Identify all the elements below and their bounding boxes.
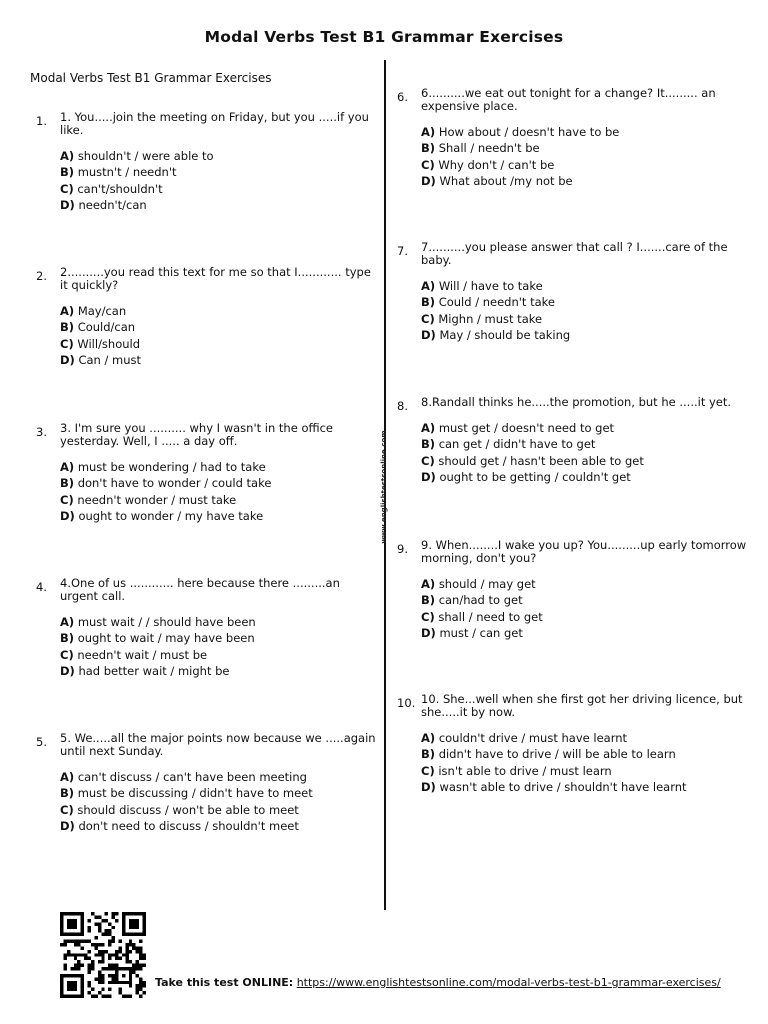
option-a[interactable]: A) can't discuss / can't have been meeting [60, 770, 307, 784]
question-9 [397, 539, 747, 644]
option-c[interactable]: C) Mighn / must take [421, 311, 543, 326]
question-8 [397, 396, 747, 488]
question-number: 2. [36, 269, 47, 283]
question-5 [36, 732, 376, 837]
option-d[interactable]: D) Can / must [60, 353, 142, 368]
option-d[interactable]: D) needn't/can [60, 198, 147, 213]
answer-options [421, 422, 747, 488]
page-subtitle: Modal Verbs Test B1 Grammar Exercises [30, 71, 272, 85]
question-2 [36, 266, 376, 371]
option-a[interactable]: A) shouldn't / were able to [60, 149, 214, 163]
question-stem: 7..........you please answer that call ? I.......care of the baby. [421, 240, 728, 267]
option-b[interactable]: B) didn't have to drive / will be able to learn [421, 747, 676, 762]
question-number: 8. [397, 399, 408, 413]
question-number: 7. [397, 244, 408, 258]
option-a[interactable]: A) must get / doesn't need to get [421, 421, 615, 435]
question-number: 9. [397, 542, 408, 556]
option-b[interactable]: B) Shall / needn't be [421, 141, 540, 156]
option-c[interactable]: C) isn't able to drive / must learn [421, 763, 612, 778]
footer-label: Take this test ONLINE: [155, 976, 294, 989]
question-number: 10. [397, 696, 416, 710]
question-number: 5. [36, 735, 47, 749]
question-4 [36, 577, 376, 682]
answer-options [421, 280, 747, 346]
answer-options [60, 616, 376, 682]
option-d[interactable]: D) What about /my not be [421, 174, 573, 189]
question-number: 6. [397, 90, 408, 104]
option-c[interactable]: C) needn't wonder / must take [60, 492, 237, 507]
option-d[interactable]: D) May / should be taking [421, 328, 571, 343]
answer-options [421, 578, 747, 644]
option-d[interactable]: D) ought to wonder / my have take [60, 509, 264, 524]
answer-options [421, 732, 747, 798]
option-b[interactable]: B) ought to wait / may have been [60, 631, 255, 646]
option-d[interactable]: D) had better wait / might be [60, 664, 230, 679]
option-c[interactable]: C) Why don't / can't be [421, 157, 555, 172]
option-a[interactable]: A) Will / have to take [421, 279, 543, 293]
answer-options [60, 771, 376, 837]
question-7 [397, 241, 747, 346]
question-1 [36, 111, 376, 216]
option-b[interactable]: B) mustn't / needn't [60, 165, 177, 180]
page-title: Modal Verbs Test B1 Grammar Exercises [204, 28, 564, 46]
question-stem: 5. We.....all the major points now because we .....again until next Sunday. [60, 731, 376, 758]
footer [155, 976, 721, 989]
option-a[interactable]: A) must be wondering / had to take [60, 460, 266, 474]
answer-options [60, 305, 376, 371]
option-d[interactable]: D) ought to be getting / couldn't get [421, 470, 631, 485]
option-c[interactable]: C) should discuss / won't be able to meet [60, 802, 299, 817]
option-a[interactable]: A) must wait / / should have been [60, 615, 256, 629]
option-a[interactable]: A) How about / doesn't have to be [421, 125, 620, 139]
option-c[interactable]: C) needn't wait / must be [60, 647, 208, 662]
answer-options [60, 150, 376, 216]
question-stem: 8.Randall thinks he.....the promotion, but he .....it yet. [421, 395, 732, 409]
answer-options [60, 461, 376, 527]
option-b[interactable]: B) can/had to get [421, 593, 523, 608]
option-b[interactable]: B) don't have to wonder / could take [60, 476, 272, 491]
question-stem: 3. I'm sure you .......... why I wasn't in the office yesterday. Well, I ..... a day off. [60, 421, 334, 448]
answer-options [421, 126, 747, 192]
question-number: 1. [36, 114, 47, 128]
option-a[interactable]: A) should / may get [421, 577, 536, 591]
question-number: 3. [36, 425, 47, 439]
side-watermark-text: www.englishtestsonline.com [380, 430, 388, 544]
test-online-link[interactable]: https://www.englishtestsonline.com/modal-verbs-test-b1-grammar-exercises/ [296, 976, 721, 989]
option-b[interactable]: B) can get / didn't have to get [421, 437, 596, 452]
question-stem: 6..........we eat out tonight for a change? It......... an expensive place. [421, 86, 716, 113]
question-stem: 1. You.....join the meeting on Friday, but you .....if you like. [60, 110, 369, 137]
option-a[interactable]: A) May/can [60, 304, 127, 318]
question-10 [397, 693, 747, 798]
question-3 [36, 422, 376, 527]
option-d[interactable]: D) must / can get [421, 626, 523, 641]
option-a[interactable]: A) couldn't drive / must have learnt [421, 731, 628, 745]
question-stem: 10. She...well when she first got her driving licence, but she.....it by now. [421, 692, 743, 719]
option-c[interactable]: C) should get / hasn't been able to get [421, 453, 644, 468]
question-6 [397, 87, 747, 192]
option-b[interactable]: B) Could/can [60, 320, 136, 335]
option-d[interactable]: D) wasn't able to drive / shouldn't have learnt [421, 780, 687, 795]
option-c[interactable]: C) Will/should [60, 336, 141, 351]
question-number: 4. [36, 580, 47, 594]
option-c[interactable]: C) shall / need to get [421, 609, 543, 624]
question-stem: 9. When........I wake you up? You.........up early tomorrow morning, don't you? [421, 538, 747, 565]
option-c[interactable]: C) can't/shouldn't [60, 181, 163, 196]
option-b[interactable]: B) must be discussing / didn't have to meet [60, 786, 313, 801]
qr-code-icon[interactable] [58, 912, 148, 998]
option-d[interactable]: D) don't need to discuss / shouldn't meet [60, 819, 299, 834]
question-stem: 2..........you read this text for me so that I............ type it quickly? [60, 265, 371, 292]
question-stem: 4.One of us ............ here because there .........an urgent call. [60, 576, 340, 603]
option-b[interactable]: B) Could / needn't take [421, 295, 555, 310]
